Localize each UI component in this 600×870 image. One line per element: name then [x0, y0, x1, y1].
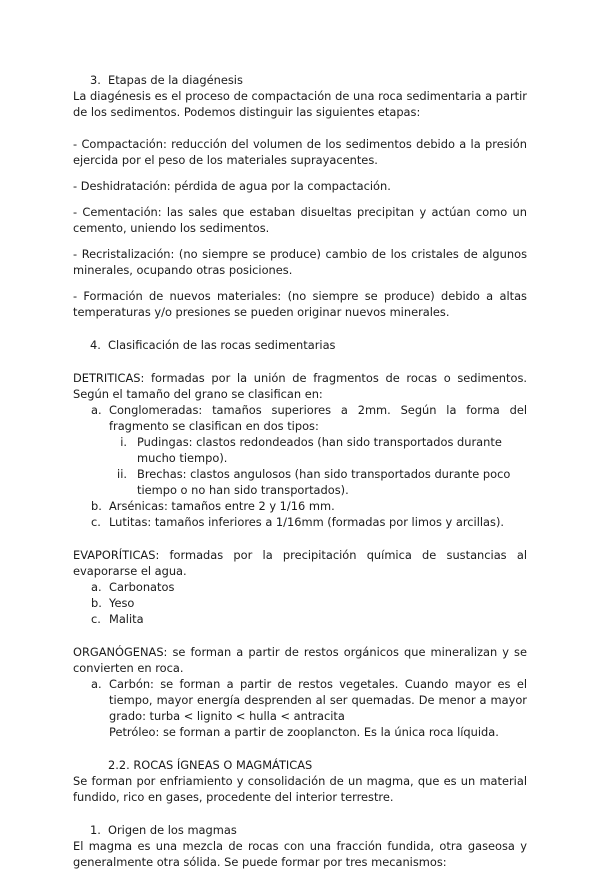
- section-number: 1.: [90, 823, 101, 837]
- list-item-text: Malita: [109, 612, 144, 626]
- list-item-text: Conglomeradas: tamaños superiores a 2mm. Según la forma del fragmento se clasifican en dos tipos:: [109, 403, 527, 433]
- list-item: [73, 466, 527, 498]
- list-item-text: Brechas: clastos angulosos (han sido transportados durante poco tiempo o no han sido transportados).: [137, 467, 511, 497]
- list-marker: b.: [91, 596, 102, 610]
- section-title: Clasificación de las rocas sedimentarias: [108, 338, 336, 352]
- paragraph-evaporiticas: EVAPORÍTICAS: formadas por la precipitación química de sustancias al evaporarse el agua.: [73, 548, 527, 578]
- list-item-text: Lutitas: tamaños inferiores a 1/16mm (formadas por limos y arcillas).: [109, 515, 505, 529]
- list-item: [73, 676, 527, 724]
- paragraph-cementacion: - Cementación: las sales que estaban disueltas precipitan y actúan como un cemento, uniendo los sedimentos.: [73, 205, 527, 235]
- section-title: Origen de los magmas: [108, 823, 237, 837]
- list-item: [73, 498, 527, 514]
- list-marker: a.: [91, 403, 102, 417]
- list-item-text: Carbón: se forman a partir de restos vegetales. Cuando mayor es el tiempo, mayor energía desprenden al ser quemadas. De menor a mayor grado: turba < lignito < hulla < antracita: [109, 677, 527, 723]
- list-marker: i.: [120, 435, 127, 449]
- list-item: [73, 402, 527, 434]
- section-heading-clasificacion: [73, 337, 527, 353]
- paragraph-formacion: - Formación de nuevos materiales: (no siempre se produce) debido a altas temperaturas y/o presiones se pueden originar nuevos minerales.: [73, 289, 527, 319]
- list-item-text: Petróleo: se forman a partir de zooplancton. Es la única roca líquida.: [109, 725, 499, 739]
- list-marker: a.: [91, 677, 102, 691]
- list-item: [73, 579, 527, 595]
- list-item: [73, 434, 527, 466]
- section-heading-origen: [73, 822, 527, 838]
- section-number: 4.: [90, 338, 101, 352]
- list-item-text: Carbonatos: [109, 580, 175, 594]
- list-item: [73, 595, 527, 611]
- list-marker: c.: [91, 515, 101, 529]
- paragraph-igneas-intro: Se forman por enfriamiento y consolidación de un magma, que es un material fundido, rico en gases, procedente del interior terrestre.: [73, 774, 527, 804]
- list-marker: c.: [91, 612, 101, 626]
- paragraph-compactacion: - Compactación: reducción del volumen de los sedimentos debido a la presión ejercida por el peso de los materiales suprayacentes.: [73, 137, 527, 167]
- list-marker: a.: [91, 580, 102, 594]
- section-heading-etapas: [73, 72, 527, 88]
- list-item: [73, 611, 527, 627]
- section-number: 3.: [90, 73, 101, 87]
- paragraph-recristalizacion: - Recristalización: (no siempre se produce) cambio de los cristales de algunos minerales, ocupando otras posiciones.: [73, 247, 527, 277]
- list-item-text: Pudingas: clastos redondeados (han sido transportados durante mucho tiempo).: [137, 435, 502, 465]
- list-item-text: Yeso: [109, 596, 135, 610]
- paragraph-organogenas: ORGANÓGENAS: se forman a partir de restos orgánicos que mineralizan y se convierten en roca.: [73, 645, 527, 675]
- list-marker: b.: [91, 499, 102, 513]
- paragraph-origen-intro: El magma es una mezcla de rocas con una fracción fundida, otra gaseosa y generalmente otra sólida. Se puede formar por tres mecanismos:: [73, 839, 527, 869]
- section-heading-igneas: 2.2. ROCAS ÍGNEAS O MAGMÁTICAS: [108, 758, 313, 772]
- list-item-text: Arsénicas: tamaños entre 2 y 1/16 mm.: [109, 499, 335, 513]
- section-title: Etapas de la diagénesis: [108, 73, 243, 87]
- list-item: [73, 514, 527, 530]
- list-marker: ii.: [117, 467, 127, 481]
- paragraph-deshidratacion: - Deshidratación: pérdida de agua por la compactación.: [73, 179, 391, 193]
- paragraph-diagenesis-intro: La diagénesis es el proceso de compactación de una roca sedimentaria a partir de los sedimentos. Podemos distinguir las siguientes etapas:: [73, 89, 527, 119]
- paragraph-detriticas: DETRITICAS: formadas por la unión de fragmentos de rocas o sedimentos. Según el tamaño del grano se clasifican en:: [73, 371, 527, 401]
